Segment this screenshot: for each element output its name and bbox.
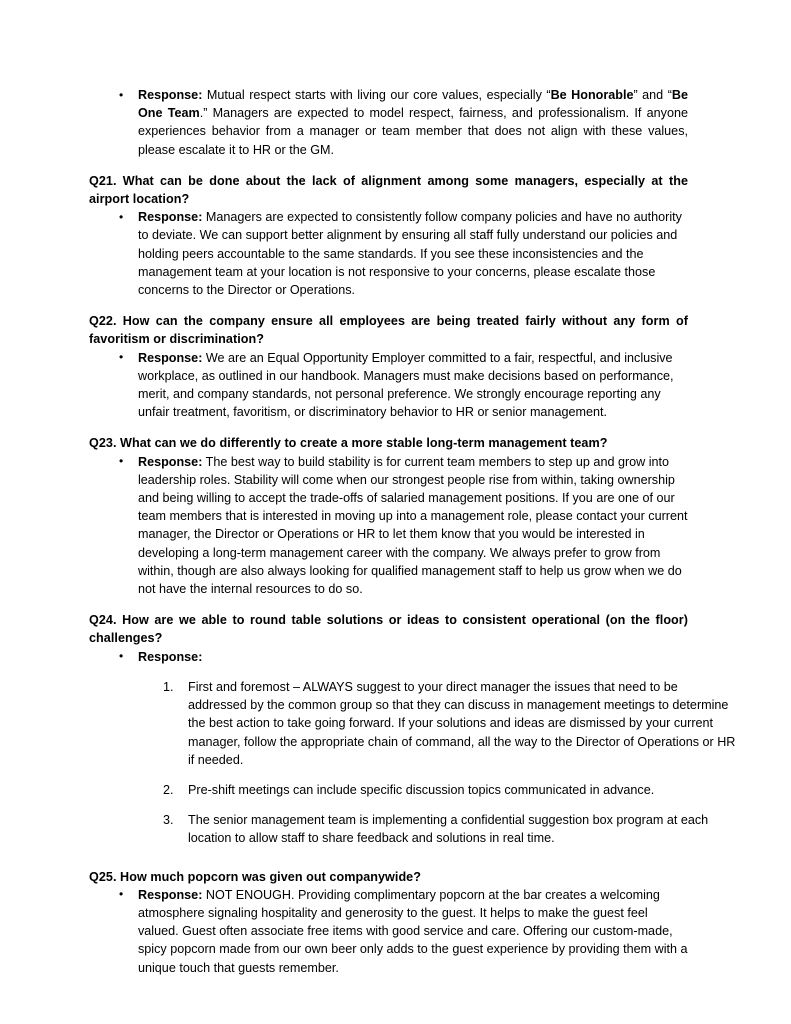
response-list-q23: [89, 453, 688, 599]
list-item: [89, 453, 688, 599]
response-paragraph: [138, 453, 688, 599]
list-item: Pre-shift meetings can include specific discussion topics communicated in advance.: [188, 782, 655, 797]
document-body: [89, 86, 736, 977]
response-paragraph: [138, 349, 688, 422]
response-label: Response:: [138, 210, 203, 225]
question-heading-q23: Q23. What can we do differently to create a more stable long-term management team?: [89, 436, 608, 451]
response-list-q24: [89, 648, 688, 666]
response-label: Response:: [138, 454, 203, 469]
response-text: The best way to build stability is for current team members to step up and grow into leadership roles. Stability will come when our strongest people rise from within, taking ownership and being willing to accept the trade-offs of salaried management positions. If you are one of our team members that is interested in moving up into a management role, please contact your current manager, the Director or Operations or HR to let them know that you would be interested in developing a long-term management career with the company. We always prefer to grow from within, though are also always looking for qualified management staff to help us grow when we do not have the internal resources to do so.: [138, 454, 688, 597]
response-paragraph: [138, 886, 688, 977]
response-list-q20: [89, 86, 688, 159]
response-label: Response:: [138, 887, 203, 902]
response-paragraph: [138, 648, 688, 666]
response-text-cont-2: .” Managers are expected to model respect, fairness, and professionalism. If anyone experiences behavior from a manager or team member that does not align with these values, please escalate it to HR or the GM.: [138, 106, 688, 157]
response-list-q22: [89, 349, 688, 422]
response-text: NOT ENOUGH. Providing complimentary popcorn at the bar creates a welcoming atmosphere signaling hospitality and generosity to the guest. It helps to make the guest feel valued. Guest often associate free items with good service and care. Offering our custom-made, spicy popcorn made from our own beer only adds to the guest experience by providing them with a unique touch that guests remember.: [138, 887, 688, 975]
response-label: Response:: [138, 649, 203, 664]
response-list-q25: [89, 886, 688, 977]
question-heading-q21: Q21. What can be done about the lack of alignment among some managers, especially at the airport location?: [89, 173, 688, 207]
question-heading-q22: Q22. How can the company ensure all employees are being treated fairly without any form of favoritism or discrimination?: [89, 314, 688, 347]
list-item: First and foremost – ALWAYS suggest to your direct manager the issues that need to be addressed by the common group so that they can discuss in management meetings to determine the best action to take going forward. If your solutions and ideas are dismissed by your current manager, follow the appropriate chain of command, all the way to the Director of Operations or HR if needed.: [188, 679, 736, 767]
core-value-be-honorable: Be Honorable: [550, 88, 634, 102]
response-paragraph: [138, 208, 688, 299]
question-heading-q25: Q25. How much popcorn was given out companywide?: [89, 869, 421, 884]
numbered-solutions-list: [89, 678, 736, 848]
list-item: [89, 208, 688, 299]
response-text-cont-1: ” and “: [633, 88, 672, 102]
list-item: [89, 349, 688, 422]
response-list-q21: [89, 208, 688, 299]
list-item: [89, 886, 688, 977]
response-paragraph: [138, 86, 688, 159]
response-text: Managers are expected to consistently follow company policies and have no authority to deviate. We can support better alignment by ensuring all staff fully understand our policies and holding peers accountable to the same standards. If you see these inconsistencies and the management team at your location is not responsive to your concerns, please escalate those concerns to the Director or Operations.: [138, 210, 682, 298]
response-label: Response:: [138, 88, 203, 102]
list-item: The senior management team is implementing a confidential suggestion box program at each location to allow staff to share feedback and solutions in real time.: [188, 813, 709, 846]
response-text: We are an Equal Opportunity Employer committed to a fair, respectful, and inclusive workplace, as outlined in our handbook. Managers must make decisions based on performance, merit, and company standards, not personal preference. We strongly encourage reporting any unfair treatment, favoritism, or discriminatory behavior to HR or senior management.: [138, 350, 674, 420]
response-label: Response:: [138, 350, 203, 365]
core-value-be-one-team: Be One Team: [138, 88, 688, 121]
list-item: [89, 648, 688, 666]
response-text: Mutual respect starts with living our core values, especially “: [202, 88, 551, 102]
list-item: [89, 86, 688, 159]
question-heading-q24: Q24. How are we able to round table solutions or ideas to consistent operational (on the floor) challenges?: [89, 613, 688, 646]
